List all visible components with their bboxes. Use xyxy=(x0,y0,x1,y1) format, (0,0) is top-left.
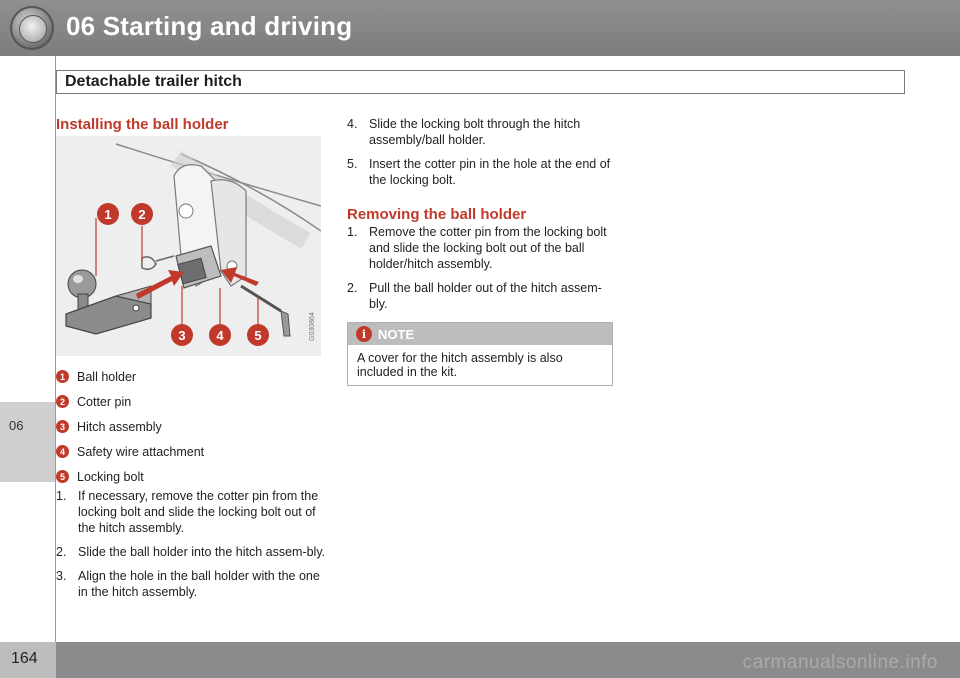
legend-label: Hitch assembly xyxy=(77,419,162,434)
legend-label: Ball holder xyxy=(77,369,137,384)
step-text: Align the hole in the ball holder with the one in the hitch assembly. xyxy=(78,569,320,599)
callout-5 xyxy=(247,324,269,346)
step-item xyxy=(347,280,615,312)
figure-legend xyxy=(56,364,326,489)
chapter-title: 06 Starting and driving xyxy=(66,11,353,41)
callout-4 xyxy=(209,324,231,346)
removing-heading: Removing the ball holder xyxy=(347,206,527,223)
note-box xyxy=(347,322,613,386)
page-number: 164 xyxy=(11,650,38,667)
step-text: Slide the locking bolt through the hitch assembly/ball holder. xyxy=(369,117,581,147)
number-badge: 1 xyxy=(56,370,69,383)
number-badge: 3 xyxy=(56,420,69,433)
svg-text:2: 2 xyxy=(138,207,146,222)
legend-item xyxy=(56,439,326,464)
callout-3 xyxy=(171,324,193,346)
chapter-tab xyxy=(0,402,56,482)
step-number: 5. xyxy=(347,157,358,171)
step-number: 1. xyxy=(347,225,358,239)
note-text: A cover for the hitch assembly is also included in the kit. xyxy=(357,351,563,379)
legend-label: Safety wire attachment xyxy=(77,444,205,459)
installing-heading: Installing the ball holder xyxy=(56,116,229,133)
step-text: If necessary, remove the cotter pin from the locking bolt and slide the locking bolt out of the hitch assembly. xyxy=(78,489,319,535)
chapter-header-bar xyxy=(0,0,960,56)
legend-label: Locking bolt xyxy=(77,469,144,484)
step-item xyxy=(347,116,615,148)
svg-text:1: 1 xyxy=(104,207,112,222)
figure-code: G030864 xyxy=(309,312,316,341)
step-number: 1. xyxy=(56,489,67,503)
legend-item xyxy=(56,389,326,414)
step-item xyxy=(56,488,326,536)
number-badge: 5 xyxy=(56,470,69,483)
step-number: 4. xyxy=(347,117,358,131)
info-icon: i xyxy=(356,326,372,342)
section-header xyxy=(56,70,905,94)
hitch-illustration xyxy=(56,136,321,356)
step-number: 2. xyxy=(347,281,358,295)
step-text: Remove the cotter pin from the locking bolt and slide the locking bolt out of the ball holder/hitch assembly. xyxy=(369,225,607,271)
step-item xyxy=(347,156,615,188)
section-title: Detachable trailer hitch xyxy=(65,73,242,90)
step-text: Insert the cotter pin in the hole at the end of the locking bolt. xyxy=(369,157,611,187)
number-badge: 4 xyxy=(56,445,69,458)
chapter-tab-number: 06 xyxy=(9,418,24,433)
note-label: NOTE xyxy=(378,327,415,342)
install-steps-continued xyxy=(347,116,615,196)
install-steps xyxy=(56,488,326,608)
step-text: Slide the ball holder into the hitch assem-bly. xyxy=(78,545,326,559)
legend-item xyxy=(56,414,326,439)
svg-text:4: 4 xyxy=(216,328,224,343)
step-item xyxy=(56,544,326,560)
callout-2 xyxy=(131,203,153,225)
svg-text:5: 5 xyxy=(254,328,262,343)
step-item xyxy=(56,568,326,600)
step-number: 3. xyxy=(56,569,67,583)
watermark: carmanualsonline.info xyxy=(742,652,938,673)
step-number: 2. xyxy=(56,545,67,559)
legend-item xyxy=(56,464,326,489)
number-badge: 2 xyxy=(56,395,69,408)
legend-item xyxy=(56,364,326,389)
removal-steps xyxy=(347,224,615,320)
step-text: Pull the ball holder out of the hitch assem-bly. xyxy=(369,281,602,311)
steering-wheel-logo-icon xyxy=(10,6,54,50)
note-header xyxy=(348,323,612,345)
legend-label: Cotter pin xyxy=(77,394,132,409)
callout-1 xyxy=(97,203,119,225)
svg-text:3: 3 xyxy=(178,328,186,343)
step-item xyxy=(347,224,615,272)
